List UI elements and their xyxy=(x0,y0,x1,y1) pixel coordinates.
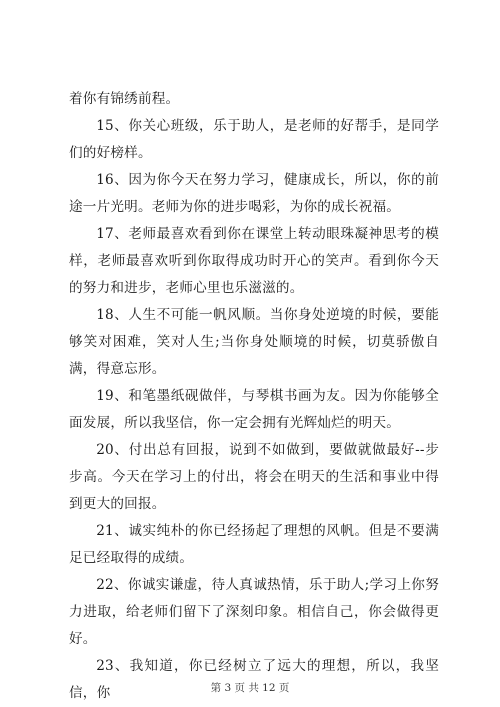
paragraph-18: 18、人生不可能一帆风顺。当你身处逆境的时候，要能够笑对困难，笑对人生;当你身处顺境的时候，切莫骄傲自满，得意忘形。 xyxy=(69,307,439,377)
paragraph-16: 16、因为你今天在努力学习，健康成长，所以，你的前途一片光明。老师为你的进步喝彩，为你的成长祝福。 xyxy=(69,172,439,215)
paragraph-23: 23、我知道，你已经树立了远大的理想，所以，我坚信，你 xyxy=(69,658,439,701)
page-footer: 第 3 页 共 12 页 xyxy=(210,682,290,694)
paragraph-continuation: 着你有锦绣前程。 xyxy=(69,91,180,107)
paragraph-20: 20、付出总有回报，说到不如做到，要做就做最好--步步高。今天在学习上的付出，将会在明天的生活和事业中得到更大的回报。 xyxy=(69,442,439,512)
paragraph-17: 17、老师最喜欢看到你在课堂上转动眼珠凝神思考的模样，老师最喜欢听到你取得成功时开心的笑声。看到你今天的努力和进步，老师心里也乐滋滋的。 xyxy=(69,226,439,296)
paragraph-15: 15、你关心班级，乐于助人，是老师的好帮手，是同学们的好榜样。 xyxy=(69,118,439,161)
paragraph-21: 21、诚实纯朴的你已经扬起了理想的风帆。但是不要满足已经取得的成绩。 xyxy=(69,523,439,566)
paragraph-22: 22、你诚实谦虚，待人真诚热情，乐于助人;学习上你努力进取，给老师们留下了深刻印象。相信自己，你会做得更好。 xyxy=(69,577,439,647)
paragraph-19: 19、和笔墨纸砚做伴，与琴棋书画为友。因为你能够全面发展，所以我坚信，你一定会拥有光辉灿烂的明天。 xyxy=(69,388,439,431)
body-text xyxy=(69,86,439,707)
